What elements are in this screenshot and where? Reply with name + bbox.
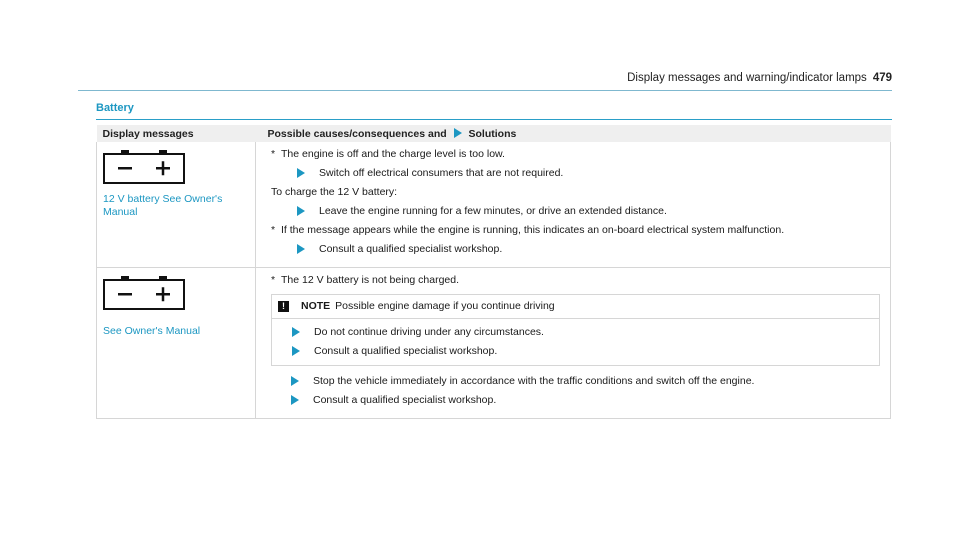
note-label: NOTE: [301, 300, 331, 312]
cause-text: The engine is off and the charge level is too low.: [281, 148, 505, 160]
page-header: [627, 72, 892, 84]
solution-step: [291, 393, 880, 408]
cause-line: [271, 223, 880, 238]
solution-step: [291, 374, 880, 389]
cause-line: [271, 273, 880, 288]
col-header-causes: Possible causes/consequences and: [267, 127, 447, 140]
step-text: Consult a qualified specialist workshop.: [319, 243, 503, 255]
step-text: Stop the vehicle immediately in accordance with the traffic conditions and switch off the engine.: [313, 375, 755, 387]
solutions-cell: [256, 142, 891, 268]
solution-step: [297, 242, 880, 257]
cause-text: If the message appears while the engine is running, this indicates an on-board electrical system malfunction.: [281, 224, 785, 236]
step-text: Leave the engine running for a few minutes, or drive an extended distance.: [319, 205, 667, 217]
section-title: Battery: [96, 102, 134, 114]
step-arrow-icon: [297, 168, 305, 178]
note-header: [272, 295, 879, 319]
display-messages-table: [96, 125, 891, 419]
plain-text: To charge the 12 V battery:: [271, 186, 398, 198]
asterisk-marker: *: [271, 274, 276, 286]
solution-step: [297, 204, 880, 219]
asterisk-marker: *: [271, 224, 276, 236]
step-text: Consult a qualified specialist workshop.: [314, 345, 498, 357]
solution-step: [297, 166, 880, 181]
step-arrow-icon: [297, 244, 305, 254]
page-header-title: Display messages and warning/indicator lamps: [627, 72, 867, 84]
step-arrow-icon: [291, 395, 299, 405]
table-row: [97, 142, 891, 268]
message-label[interactable]: 12 V battery See Owner's Manual: [103, 193, 223, 218]
table-row: [97, 268, 891, 419]
step-arrow-icon: [292, 346, 300, 356]
cause-text: The 12 V battery is not being charged.: [281, 274, 460, 286]
note-box: [271, 294, 880, 366]
step-text: Consult a qualified specialist workshop.: [313, 394, 497, 406]
col-header-solutions-label: Solutions: [468, 127, 517, 140]
solutions-cell: [256, 268, 891, 419]
message-label[interactable]: See Owner's Manual: [103, 325, 201, 337]
step-text: Switch off electrical consumers that are not required.: [319, 167, 564, 179]
header-rule: [78, 90, 892, 91]
section-rule: [96, 119, 892, 120]
message-cell: [97, 142, 256, 268]
step-text: Do not continue driving under any circumstances.: [314, 326, 544, 338]
solution-step: [292, 325, 879, 340]
step-arrow-icon: [297, 206, 305, 216]
table-header-row: [97, 125, 891, 142]
solution-step: [292, 344, 879, 359]
message-cell: [97, 268, 256, 419]
step-arrow-icon: [291, 376, 299, 386]
cause-line: [271, 147, 880, 162]
col-header-solutions: [256, 125, 891, 142]
battery-icon: [103, 276, 185, 310]
step-arrow-icon: [292, 327, 300, 337]
page-number: 479: [872, 72, 892, 84]
warning-icon: !: [278, 301, 289, 312]
solutions-arrow-icon: [454, 128, 462, 138]
battery-icon: [103, 150, 185, 184]
note-text: Possible engine damage if you continue driving: [335, 300, 555, 312]
note-body: [272, 319, 879, 365]
asterisk-marker: *: [271, 148, 276, 160]
col-header-display-messages: Display messages: [97, 125, 256, 142]
